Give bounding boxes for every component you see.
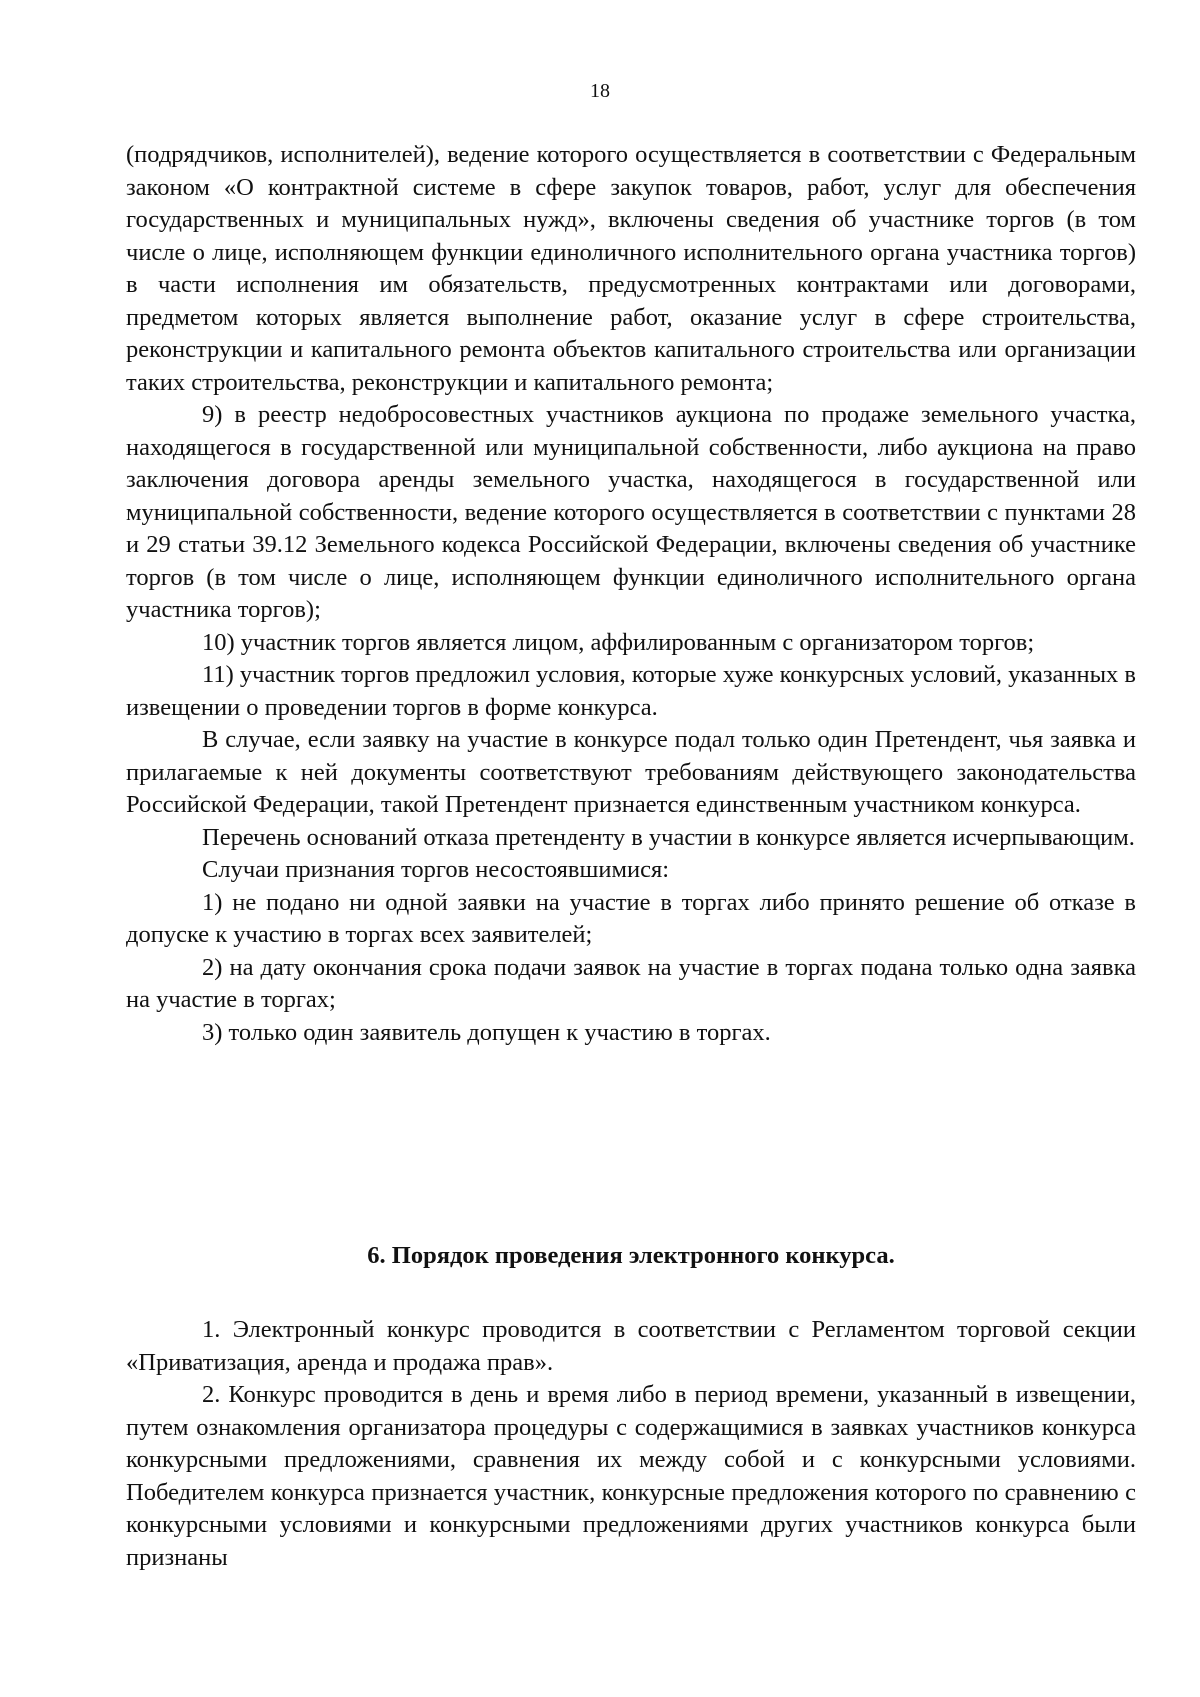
body-text-after-heading xyxy=(126,1314,1136,1574)
paragraph: 9) в реестр недобросовестных участников аукциона по продаже земельного участка, находящегося в государственной или муниципальной собственности, либо аукциона на право заключения договора аренды земельного участка, находящегося в государственной или муниципальной собственности, ведение которого осуществляется в соответствии с пунктами 28 и 29 статьи 39.12 Земельного кодекса Российской Федерации, включены сведения об участнике торгов (в том числе о лице, исполняющем функции единоличного исполнительного органа участника торгов); xyxy=(126,401,1136,623)
paragraph: 3) только один заявитель допущен к участию в торгах. xyxy=(202,1018,771,1046)
body-text-before-heading xyxy=(126,139,1136,1049)
paragraph: 10) участник торгов является лицом, аффилированным с организатором торгов; xyxy=(202,628,1035,656)
paragraph: 2. Конкурс проводится в день и время либо в период времени, указанный в извещении, путем ознакомления организатора процедуры с содержащимися в заявках участников конкурса конкурсными предложениями, сравнения их между собой и с конкурсными условиями. Победителем конкурса признается участник, конкурсные предложения которого по сравнению с конкурсными условиями и конкурсными предложениями других участников конкурса были признаны xyxy=(126,1381,1136,1571)
paragraph: 11) участник торгов предложил условия, которые хуже конкурсных условий, указанных в извещении о проведении торгов в форме конкурса. xyxy=(126,661,1137,721)
paragraph: Случаи признания торгов несостоявшимися: xyxy=(202,856,670,883)
section-heading: 6. Порядок проведения электронного конкурса. xyxy=(367,1242,895,1269)
paragraph: 1) не подано ни одной заявки на участие в торгах либо принято решение об отказе в допуске к участию в торгах всех заявителей; xyxy=(126,888,1136,948)
paragraph: 1. Электронный конкурс проводится в соответствии с Регламентом торговой секции «Приватизация, аренда и продажа прав». xyxy=(126,1316,1136,1376)
paragraph: 2) на дату окончания срока подачи заявок на участие в торгах подана только одна заявка на участие в торгах; xyxy=(126,953,1136,1013)
paragraph: Перечень оснований отказа претенденту в участии в конкурсе является исчерпывающим. xyxy=(202,823,1135,851)
paragraph: (подрядчиков, исполнителей), ведение которого осуществляется в соответствии с Федеральным законом «О контрактной системе в сфере закупок товаров, работ, услуг для обеспечения государственных и муниципальных нужд», включены сведения об участнике торгов (в том числе о лице, исполняющем функции единоличного исполнительного органа участника торгов) в части исполнения им обязательств, предусмотренных контрактами или договорами, предметом которых является выполнение работ, оказание услуг в сфере строительства, реконструкции и капитального ремонта объектов капитального строительства или организации таких строительства, реконструкции и капитального ремонта; xyxy=(126,141,1136,396)
page-number: 18 xyxy=(590,80,610,102)
paragraph: В случае, если заявку на участие в конкурсе подал только один Претендент, чья заявка и прилагаемые к ней документы соответствуют требованиям действующего законодательства Российской Федерации, такой Претендент признается единственным участником конкурса. xyxy=(126,726,1136,818)
